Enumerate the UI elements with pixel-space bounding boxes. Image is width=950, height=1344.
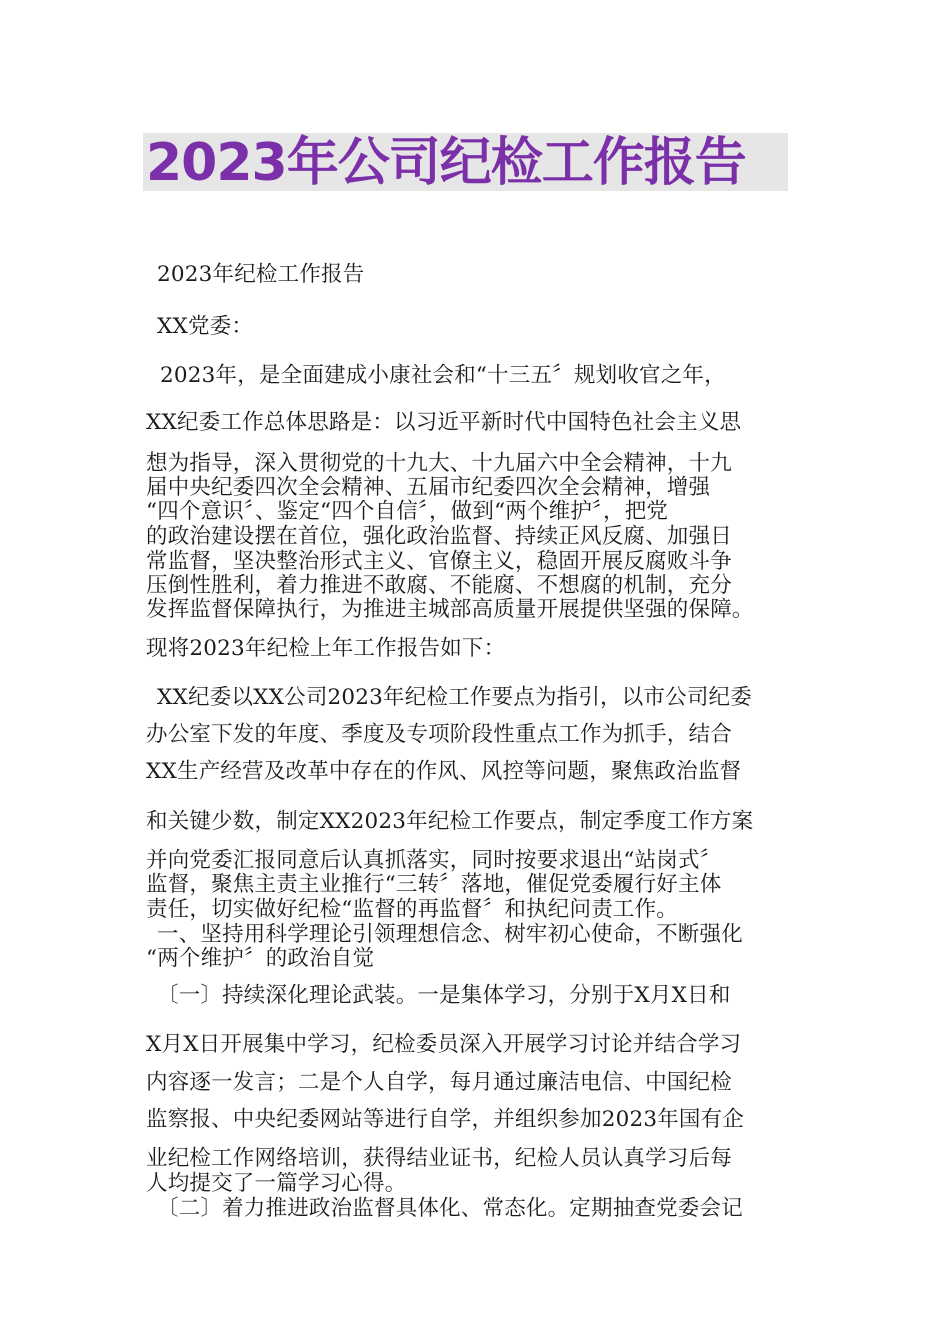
text-line: 人均提交了一篇学习心得。	[146, 1171, 407, 1196]
text-line: 〔一〕持续深化理论武装。一是集体学习，分别于X月X日和	[157, 983, 731, 1008]
text-line: 压倒性胜利，着力推进不敢腐、不能腐、不想腐的机制，充分	[146, 573, 732, 598]
text-line: XX党委：	[157, 314, 254, 339]
text-line: 办公室下发的年度、季度及专项阶段性重点工作为抓手，结合	[146, 722, 732, 747]
text-line: “四个意识〞、鉴定“四个自信〞，做到“两个维护〞，把党	[146, 499, 669, 524]
text-line: XX生产经营及改革中存在的作风、风控等问题，聚焦政治监督	[146, 759, 742, 784]
text-line: 2023年纪检工作报告	[157, 262, 365, 287]
section-heading: “两个维护〞的政治自觉	[146, 946, 375, 971]
text-line: 现将2023年纪检上年工作报告如下：	[146, 636, 506, 661]
text-line: 内容逐一发言；二是个人自学，每月通过廉洁电信、中国纪检	[146, 1070, 732, 1095]
text-line: 责任，切实做好纪检“监督的再监督〞和执纪问责工作。	[146, 897, 678, 922]
text-line: 届中央纪委四次全会精神、五届市纪委四次全会精神，增强	[146, 475, 711, 500]
text-line: 监督，聚焦主责主业推行“三转〞落地，催促党委履行好主体	[146, 872, 722, 897]
section-heading: 一、坚持用科学理论引领理想信念、树牢初心使命，不断强化	[157, 922, 743, 947]
text-line: 〔二〕着力推进政治监督具体化、常态化。定期抽查党委会记	[157, 1196, 743, 1221]
text-line: 和关键少数，制定XX2023年纪检工作要点，制定季度工作方案	[146, 809, 754, 834]
text-line: 常监督，坚决整治形式主义、官僚主义，稳固开展反腐败斗争	[146, 549, 732, 574]
text-line: 2023年，是全面建成小康社会和“十三五〞规划收官之年，	[160, 363, 726, 388]
text-line: XX纪委工作总体思路是：以习近平新时代中国特色社会主义思	[146, 410, 742, 435]
text-line: 监察报、中央纪委网站等进行自学，并组织参加2023年国有企	[146, 1107, 745, 1132]
text-line: 的政治建设摆在首位，强化政治监督、持续正风反腐、加强日	[146, 524, 732, 549]
document-title: 2023年公司纪检工作报告	[146, 133, 746, 193]
text-line: 并向党委汇报同意后认真抓落实，同时按要求退出“站岗式〞	[146, 848, 722, 873]
text-line: X月X日开展集中学习，纪检委员深入开展学习讨论并结合学习	[146, 1032, 742, 1057]
text-line: 业纪检工作网络培训，获得结业证书，纪检人员认真学习后每	[146, 1146, 732, 1171]
text-line: XX纪委以XX公司2023年纪检工作要点为指引，以市公司纪委	[157, 685, 752, 710]
text-line: 想为指导，深入贯彻党的十九大、十九届六中全会精神，十九	[146, 451, 732, 476]
text-line: 发挥监督保障执行，为推进主城部高质量开展提供坚强的保障。	[146, 597, 754, 622]
